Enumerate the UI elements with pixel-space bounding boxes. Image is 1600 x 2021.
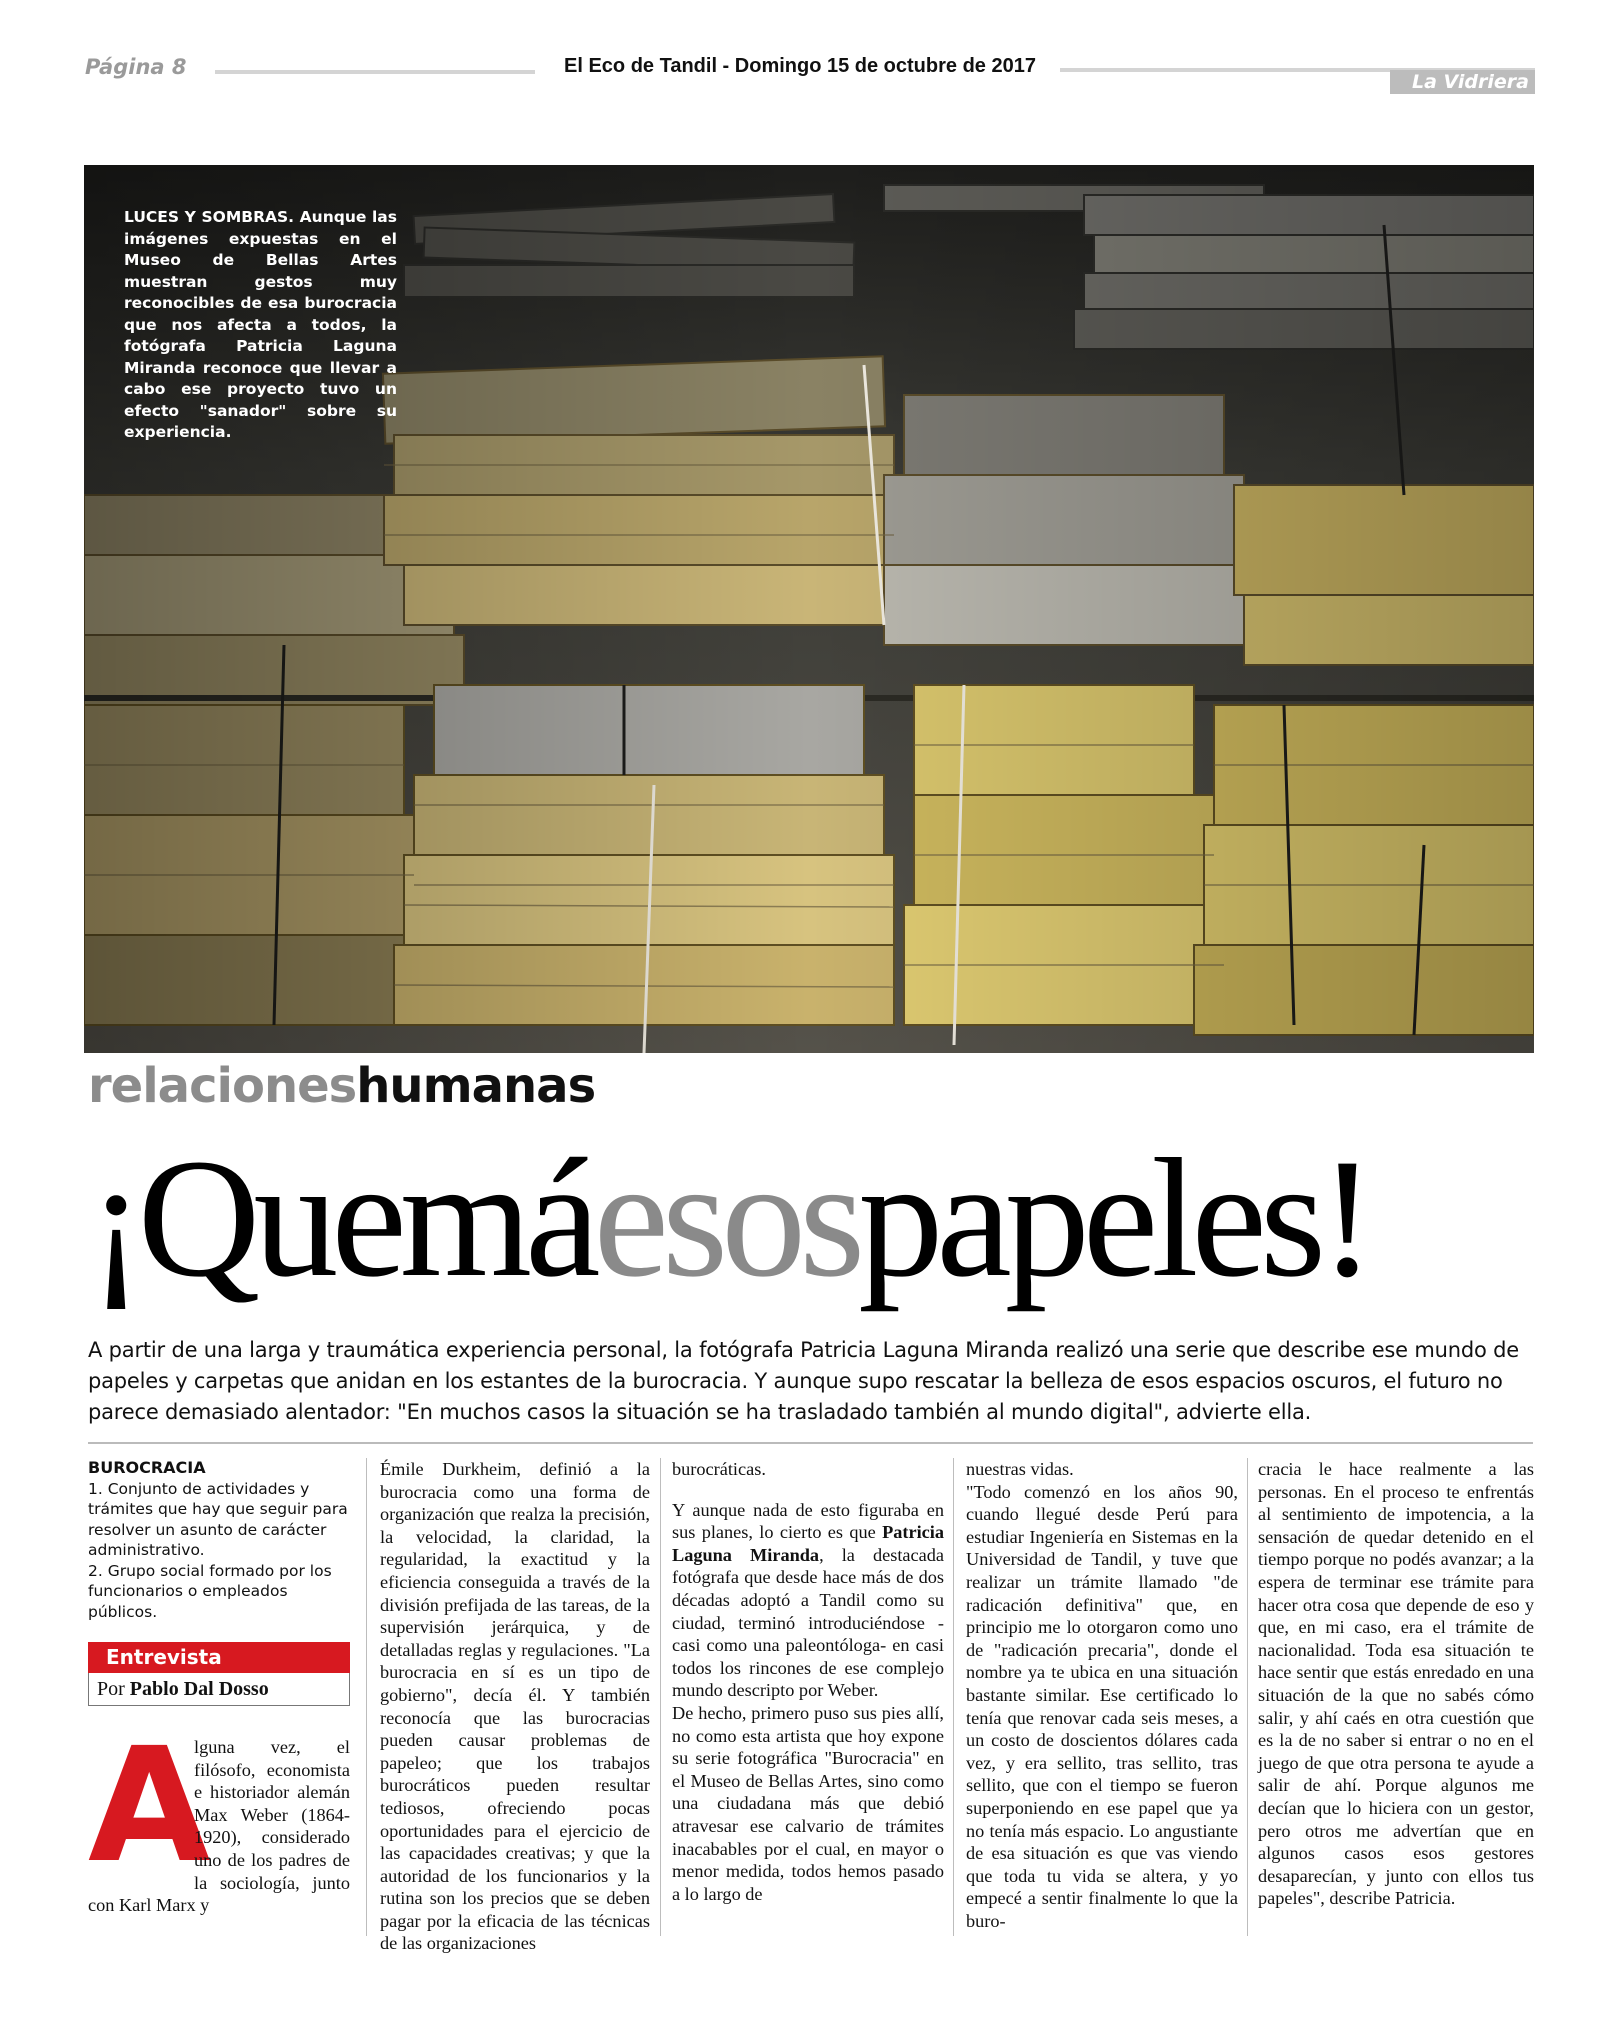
body-text-col3b-pre: Y aunque nada de esto figuraba en sus planes, lo cierto es que (672, 1499, 944, 1543)
headline-part2: esos (593, 1124, 859, 1312)
column-divider (1247, 1458, 1248, 1936)
column-3 (672, 1458, 944, 1905)
header-rule-left (215, 70, 535, 74)
page-number: Página 8 (85, 55, 187, 79)
drop-cap: A (88, 1714, 211, 1898)
body-paragraph (672, 1499, 944, 1702)
body-text-col3c: De hecho, primero puso sus pies allí, no como esta artista que hoy expone su serie fotográfica "Burocracia" en el Museo de Bellas Artes, sino como una ciudadana más que debió atravesar ese calvario de trámites inacabables por el cual, en mayor o menor medida, todos hemos pasado a lo largo de (672, 1702, 944, 1904)
article-opening (88, 1714, 350, 1917)
byline (88, 1673, 350, 1706)
kicker-part2: humanas (356, 1058, 596, 1114)
byline-author: Pablo Dal Dosso (129, 1678, 269, 1700)
column-divider (366, 1458, 367, 1936)
column-divider (953, 1458, 954, 1936)
section-tag: La Vidriera (1390, 70, 1535, 94)
lead-photo (84, 165, 1534, 1053)
headline (88, 1118, 1369, 1318)
newspaper-date-line: El Eco de Tandil - Domingo 15 de octubre de 2017 (564, 55, 1036, 77)
definition-box (88, 1458, 350, 1622)
definition-term: BUROCRACIA (88, 1458, 206, 1477)
headline-part1: ¡Quemá (88, 1124, 594, 1312)
section-kicker (88, 1058, 595, 1114)
body-text-col5: cracia le hace realmente a las personas. En el proceso te enfrentás al sentimiento de impotencia, a la sensación de quedar detenido en el tiempo porque no podés avanzar; a la espera de terminar ese trámite para hacer otra cosa que depende de eso y que, en mi caso, era el trámite de nacionalidad. Toda esa situación te hace sentir que estás enredado en una situación de la que no sabés cómo salir, y ahí caés en otra cuestión que es la de no saber si entrar o no en el juego de que otra persona te ayude a salir de ahí. Porque algunos me decían que lo hiciera con un gestor, pero otros me advertían que en algunos casos esos gestores desaparecían, y junto con ellos tus papeles", describe Patricia. (1258, 1459, 1534, 1909)
article-deck: A partir de una larga y traumática experiencia personal, la fotógrafa Patricia Laguna Miranda realizó una serie que describe ese mundo de papeles y carpetas que anidan en los estantes de la burocracia. Y aunque supo rescatar la belleza de esos espacios oscuros, el futuro no parece demasiado alentador: "En muchos casos la situación se ha trasladado también al mundo digital", advierte ella. (88, 1338, 1519, 1424)
page-header (0, 0, 1600, 100)
column-2 (380, 1458, 650, 1955)
deck-divider (88, 1442, 1533, 1444)
column-divider (660, 1458, 661, 1936)
body-text-col4a: nuestras vidas. (966, 1459, 1074, 1479)
byline-prefix: Por (97, 1678, 125, 1700)
column-4 (966, 1458, 1238, 1932)
column-5 (1258, 1458, 1534, 1910)
definition-item-1: 1. Conjunto de actividades y trámites que hay que seguir para resolver un asunto de carácter administrativo. (88, 1479, 348, 1559)
body-text-col3b-post: , la destacada fotógrafa que desde hace más de dos décadas adoptó a Tandil como su ciudad, terminó introduciéndose -casi como una paleontóloga- en casi todos los rincones de ese complejo mundo descripto por Weber. (672, 1544, 944, 1701)
body-text-col3a: burocráticas. (672, 1459, 766, 1479)
kicker-part1: relaciones (88, 1058, 357, 1114)
body-text-col4b: "Todo comenzó en los años 90, cuando llegué desde Perú para estudiar Ingeniería en Sistemas en la Universidad de Tandil, y tuve que realizar un trámite llamado "de radicación definitiva" que, en principio me lo otorgaron como uno de "radicación precaria", donde el nombre ya te ubica en una situación bastante similar. Ese certificado lo tenía que renovar cada seis meses, a un costo de doscientos dólares cada vez, y era sellito, tras sellito, tras sellito, que con el tiempo se fueron superponiendo en ese papel que ya no tenía más espacio. Lo angustiante de esa situación es que vas viendo que toda tu vida se altera, y yo empecé a sentir finalmente lo que la buro- (966, 1481, 1238, 1931)
definition-item-2: 2. Grupo social formado por los funcionarios o empleados públicos. (88, 1561, 332, 1621)
body-text-col1: lguna vez, el filósofo, economista e historiador alemán Max Weber (1864-1920), considerado uno de los padres de la sociología, junto con Karl Marx y (88, 1737, 350, 1916)
photo-caption: LUCES Y SOMBRAS. Aunque las imágenes expuestas en el Museo de Bellas Artes muestran gestos muy reconocibles de esa burocracia que nos afecta a todos, la fotógrafa Patricia Laguna Miranda reconoce que llevar a cabo ese proyecto tuvo un efecto "sanador" sobre su experiencia. (124, 208, 397, 441)
column-1 (88, 1458, 350, 1917)
featured-name: Patricia Laguna Miranda (672, 1522, 944, 1565)
headline-part3: papeles! (858, 1124, 1369, 1312)
interview-label: Entrevista (88, 1642, 350, 1673)
body-text-col2: Émile Durkheim, definió a la burocracia como una forma de organización que realza la precisión, la velocidad, la claridad, la regularidad, la exactitud y la eficiencia conseguida a través de la división prefijada de las tareas, de la supervisión jerárquica, y de detalladas reglas y regulaciones. "La burocracia en sí es un tipo de gobierno", decía él. Y también reconocía que las burocracias pueden causar problemas de papeleo; que los trabajos burocráticos pueden resultar tediosos, ofreciendo pocas oportunidades para el ejercicio de las capacidades creativas; y que la autoridad de los funcionarios y la rutina son los precios que se deben pagar por la eficacia de las técnicas de las organizaciones (380, 1459, 650, 1954)
